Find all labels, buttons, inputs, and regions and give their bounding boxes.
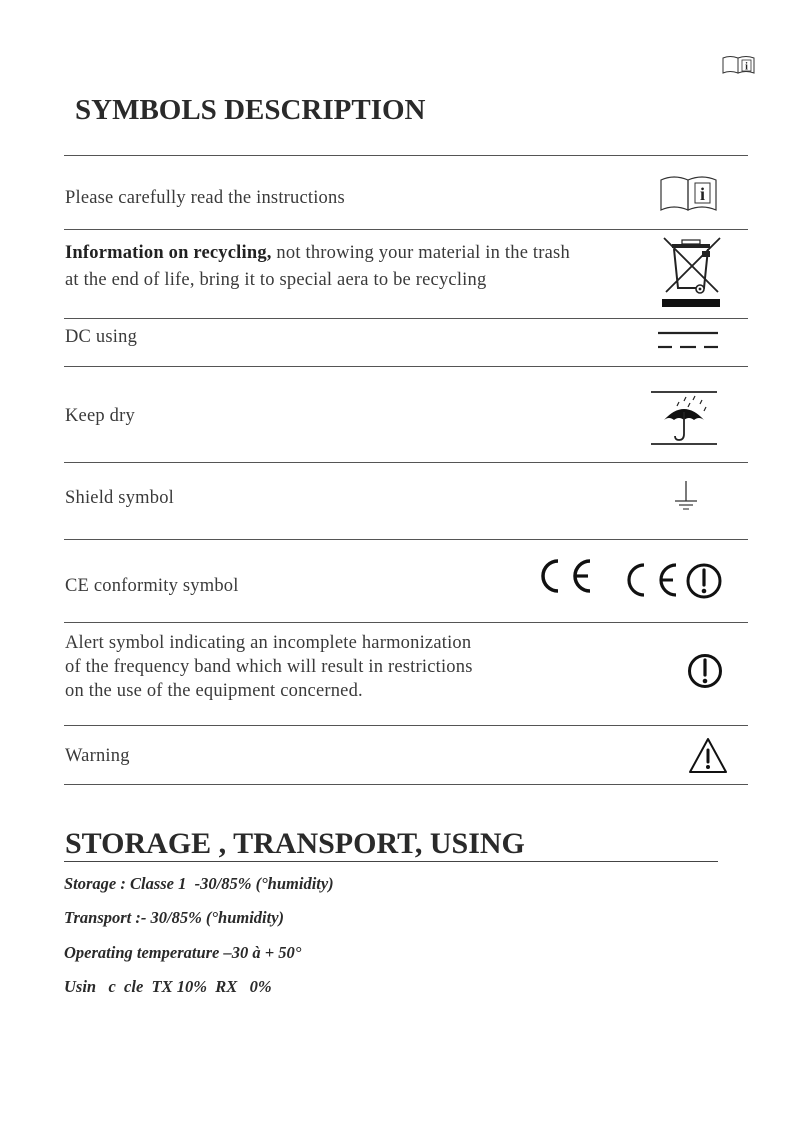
umbrella-rain-icon	[650, 390, 718, 446]
svg-text:i: i	[745, 61, 748, 73]
alert-line3: on the use of the equipment concerned.	[65, 681, 363, 701]
divider	[64, 622, 748, 623]
divider	[64, 155, 748, 156]
manual-info-icon	[660, 176, 717, 212]
divider	[64, 318, 748, 319]
divider	[64, 229, 748, 230]
alert-line1: Alert symbol indicating an incomplete harmonization	[65, 633, 472, 653]
ground-icon	[674, 481, 698, 513]
recycling-bold: Information on recycling,	[65, 243, 272, 263]
divider	[64, 784, 748, 785]
row-keep-dry: Keep dry	[65, 406, 135, 426]
divider	[64, 861, 718, 862]
alert-circle-icon	[685, 562, 723, 600]
divider	[64, 366, 748, 367]
row-warning: Warning	[65, 746, 130, 766]
using-cycle-line: Usin c cle TX 10% RX 0%	[64, 977, 272, 996]
warning-triangle-icon	[688, 737, 728, 775]
row-shield: Shield symbol	[65, 488, 174, 508]
operating-temp-line: Operating temperature –30 à + 50°	[64, 943, 302, 962]
storage-title: STORAGE , TRANSPORT, USING	[65, 827, 525, 860]
alert-line2: of the frequency band which will result in restrictions	[65, 657, 473, 677]
divider	[64, 725, 748, 726]
symbols-title: SYMBOLS DESCRIPTION	[75, 94, 426, 126]
recycling-line2: at the end of life, bring it to special aera to be recycling	[65, 270, 487, 290]
svg-text:i: i	[699, 184, 706, 204]
transport-line: Transport :- 30/85% (°humidity)	[64, 908, 285, 927]
crossed-bin-icon	[660, 236, 724, 308]
row-dc-using: DC using	[65, 327, 138, 347]
row-ce: CE conformity symbol	[65, 576, 239, 596]
row-read-instructions: Please carefully read the instructions	[65, 188, 345, 208]
manual-info-icon	[722, 56, 755, 74]
ce-mark-icon	[540, 557, 596, 595]
dc-current-icon	[657, 330, 719, 350]
row-recycling	[65, 240, 570, 294]
divider	[64, 539, 748, 540]
recycling-line1: not throwing your material in the trash	[271, 243, 570, 263]
ce-mark-icon	[626, 561, 682, 599]
row-alert	[65, 631, 473, 703]
divider	[64, 462, 748, 463]
storage-line: Storage : Classe 1 -30/85% (°humidity)	[64, 874, 334, 893]
alert-circle-icon	[687, 653, 723, 689]
